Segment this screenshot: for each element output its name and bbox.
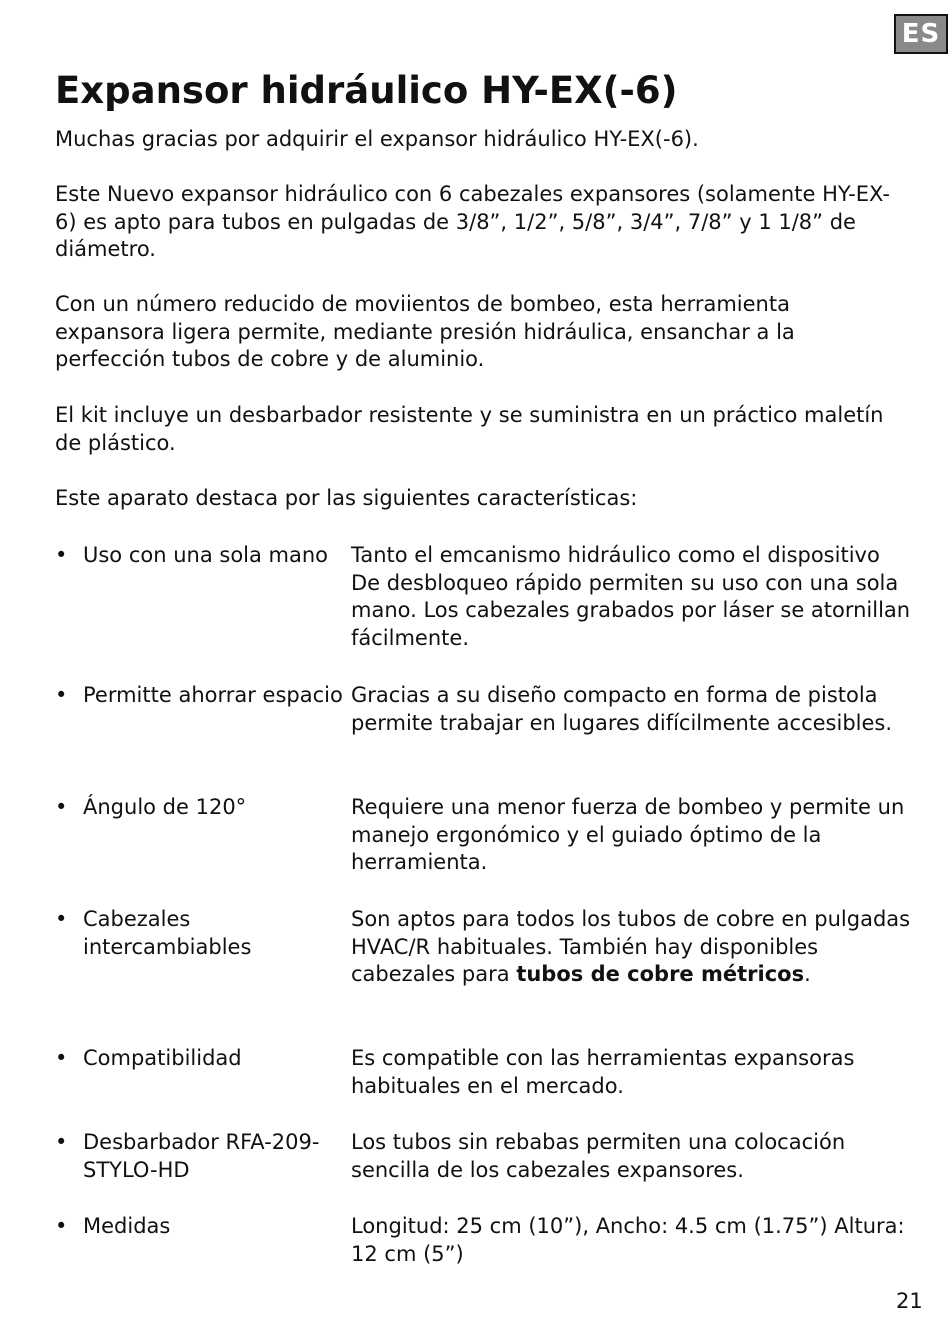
feature-description-end: . bbox=[804, 962, 811, 986]
operation-paragraph: Con un número reducido de moviientos de bombeo, esta herramienta expansora ligera permite, mediante presión hidráulica, ensanchar a la perfección tubos de cobre y de aluminio. bbox=[55, 292, 795, 371]
feature-name: Cabezales intercambiables bbox=[83, 907, 252, 959]
bullet-icon: • bbox=[55, 795, 68, 819]
feature-name: Compatibilidad bbox=[83, 1046, 242, 1070]
features-intro-paragraph: Este aparato destaca por las siguientes características: bbox=[55, 486, 638, 510]
bullet-icon: • bbox=[55, 907, 68, 931]
feature-name: Desbarbador RFA-209-STYLO-HD bbox=[83, 1130, 320, 1182]
feature-description bbox=[351, 906, 911, 989]
feature-description: Los tubos sin rebabas permiten una colocación sencilla de los cabezales expansores. bbox=[351, 1130, 846, 1182]
feature-name: Permitte ahorrar espacio bbox=[83, 683, 343, 707]
feature-description: Tanto el emcanismo hidráulico como el dispositivo De desbloqueo rápido permiten su uso con una sola mano. Los cabezales grabados por láser se atornillan fácilmente. bbox=[351, 543, 911, 650]
bullet-icon: • bbox=[55, 1130, 68, 1154]
feature-description: Es compatible con las herramientas expansoras habituales en el mercado. bbox=[351, 1046, 855, 1098]
bullet-icon: • bbox=[55, 1046, 68, 1070]
language-badge bbox=[894, 14, 948, 54]
feature-description-bold: tubos de cobre métricos bbox=[516, 962, 805, 986]
bullet-icon: • bbox=[55, 543, 68, 567]
bullet-icon: • bbox=[55, 1214, 68, 1238]
feature-name: Medidas bbox=[83, 1214, 171, 1238]
bullet-icon: • bbox=[55, 683, 68, 707]
intro-paragraph: Muchas gracias por adquirir el expansor hidráulico HY-EX(-6). bbox=[55, 127, 699, 151]
feature-description-text: Son aptos para todos los tubos de cobre en pulgadas HVAC/R habituales. También hay disponibles cabezales para bbox=[351, 907, 911, 986]
feature-description: Requiere una menor fuerza de bombeo y permite un manejo ergonómico y el guiado óptimo de la herramienta. bbox=[351, 795, 905, 874]
page-number: 21 bbox=[896, 1289, 923, 1313]
feature-name: Ángulo de 120° bbox=[83, 795, 247, 819]
feature-description: Longitud: 25 cm (10”), Ancho: 4.5 cm (1.75”) Altura: 12 cm (5”) bbox=[351, 1214, 905, 1266]
description-paragraph: Este Nuevo expansor hidráulico con 6 cabezales expansores (solamente HY-EX-6) es apto para tubos en pulgadas de 3/8”, 1/2”, 5/8”, 3/4”, 7/8” y 1 1/8” de diámetro. bbox=[55, 182, 890, 261]
page-title: Expansor hidráulico HY-EX(-6) bbox=[55, 69, 678, 112]
language-badge-label: ES bbox=[901, 19, 941, 49]
feature-name: Uso con una sola mano bbox=[83, 543, 329, 567]
feature-description: Gracias a su diseño compacto en forma de pistola permite trabajar en lugares difícilmente accesibles. bbox=[351, 683, 893, 735]
kit-paragraph: El kit incluye un desbarbador resistente y se suministra en un práctico maletín de plástico. bbox=[55, 403, 884, 455]
